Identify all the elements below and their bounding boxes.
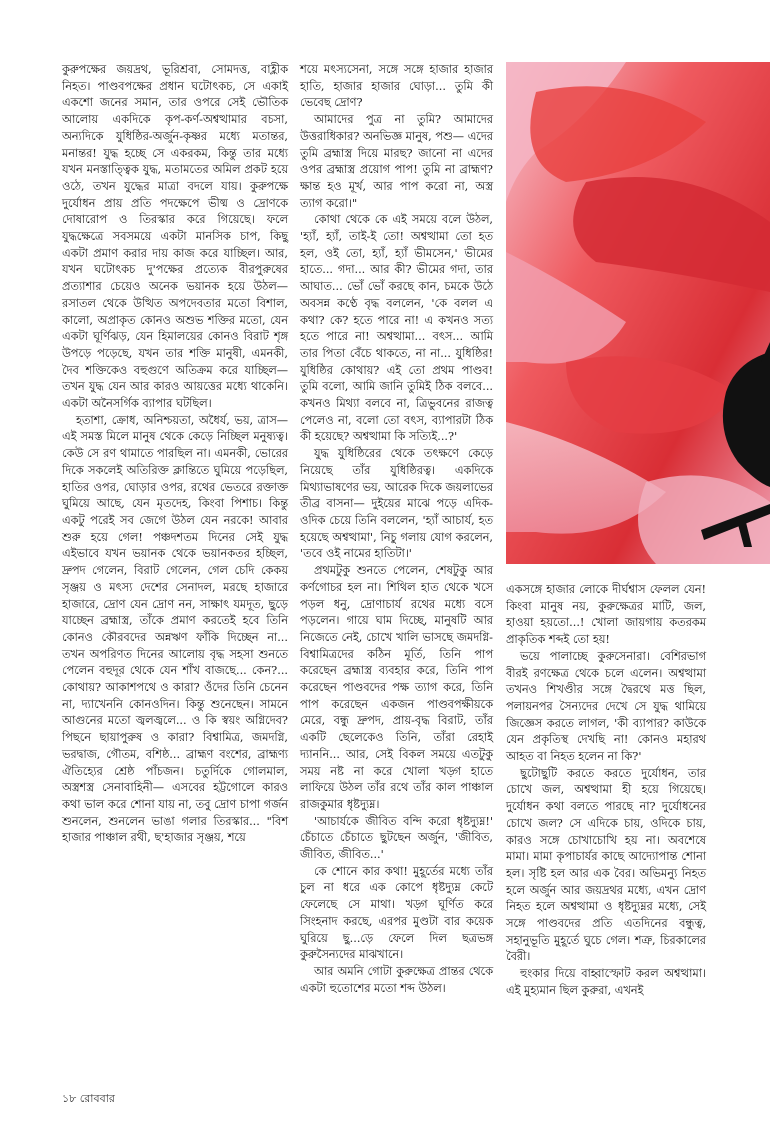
- paragraph: ছুটোছুটি করতে করতে দুর্যোধন, তার চোখে জল, অশ্বত্থামা হী হয়ে গিয়েছে। দুর্যোধন কথা বলতে পারছে না? দুর্যোধনের চোখে জল? সে এদিকে চায়, ওদিকে চায়, কারও সঙ্গে চোখাচোখি হয় না। অবশেষে মামা। মামা কৃপাচার্যর কাছে আদ্যোপান্ত শোনা হল। সৃষ্টি হল আর এক বৈর। অভিমন্যু নিহত হলে অর্জুন আর জয়দ্রথর মধ্যে, এখন দ্রোণ নিহত হলে অশ্বত্থামা ও ধৃষ্টদ্যুম্নর মধ্যে, সেই সঙ্গে পাণ্ডবদের প্রতি এতদিনের বন্ধুত্ব, সহানুভূতি মুহূর্তে ঘুচে গেল। শত্রু, চিরকালের বৈরী।: [506, 766, 706, 964]
- painting-illustration: [506, 62, 770, 564]
- paragraph: কুরুপক্ষের জয়দ্রথ, ভূরিশ্রবা, সোমদত্ত, বাহ্লীক নিহত। পাণ্ডবপক্ষের প্রধান ঘটোৎকচ, সে একাই একশো জনের সমান, তার ওপরে সেই ভৌতিক আলোয় একদিকে কৃপ-কর্ণ-অশ্বত্থামার বচসা, অন্যদিকে যুধিষ্ঠির-অর্জুন-কৃষ্ণর মধ্যে মতান্তর, মনান্তর! যুদ্ধ হচ্ছে সে একরকম, কিন্তু তার মধ্যে যখন মনস্তাত্ত্বিক যুদ্ধ, মতামতের অমিল প্রকট হয়ে ওঠে, তখন যুদ্ধের মাত্রা বদলে যায়। কুরুপক্ষে দুর্যোধন প্রায় প্রতি পদক্ষেপে ভীষ্ম ও দ্রোণকে দোষারোপ ও তিরস্কার করে গিয়েছে। ফলে যুদ্ধক্ষেত্রে সবসময়ে একটা মানসিক চাপ, কিছু একটা প্রমাণ করার দায় কাজ করে যাচ্ছিল। আর, যখন ঘটোৎকচ দু'পক্ষের প্রত্যেক বীরপুরুষের প্রত্যাশার চেয়েও অনেক ভয়ানক হয়ে উঠল— রসাতল থেকে উত্থিত অপদেবতার মতো বিশাল, কালো, অপ্রাকৃত কোনও অশুভ শক্তির মতো, যেন একটা ঘূর্ণিঝড়, যেন হিমালয়ের কোনও বিরাট শৃঙ্গ উপড়ে পড়েছে, যখন তার শক্তি মানুষী, এমনকী, দৈব শক্তিকেও বহুগুণে অতিক্রম করে যাচ্ছিল— তখন যুদ্ধ যেন আর কারও আয়ত্তের মধ্যে থাকেনি। একটা অনৈসর্গিক ব্যাপার ঘটছিল।: [62, 63, 288, 411]
- article-column-3: [506, 582, 706, 1000]
- paragraph: একসঙ্গে হাজার লোকে দীর্ঘশ্বাস ফেলল যেন! কিংবা মানুষ নয়, কুরুক্ষেত্রর মাটি, জল, হাওয়া হয়তো...! খোলা জায়গায় কতরকম প্রাকৃতিক শব্দই তো হয়!: [506, 583, 706, 647]
- page-number-label: ১৮ রোববার: [62, 1092, 115, 1105]
- painting-svg: [506, 62, 770, 564]
- paragraph: হতাশা, ক্রোধ, অনিশ্চয়তা, অধৈর্য, ভয়, ত্রাস— এই সমস্ত মিলে মানুষ থেকে কেড়ে নিচ্ছিল মনুষ্যত্ব। কেউ সে রণ থামাতে পারছিল না। এমনকী, ভোরের দিকে সকলেই অতিরিক্ত ক্লান্তিতে ঘুমিয়ে পড়েছিল, হাতির ওপর, ঘোড়ার ওপর, রথের ভেতরে রক্তাক্ত ঘুমিয়ে আছে, যেন মৃতদেহ, কিংবা পিশাচ। কিন্তু একটু পরেই সব জেগে উঠল যেন নরকে! আবার শুরু হয়ে গেল! পঞ্চদশতম দিনের সেই যুদ্ধ এইভাবে যখন ভয়ানক থেকে ভয়ানকতর হচ্ছিল, দ্রুপদ গেলেন, বিরাট গেলেন, গেল চেদি কেকয় সৃঞ্জয় ও মৎস্য দেশের সেনাদল, মরছে হাজারে হাজারে, দ্রোণ যেন দ্রোণ নন, সাক্ষাৎ যমদূত, ছুড়ে যাচ্ছেন ব্রহ্মাস্ত্র, তাঁকে প্রমাণ করতেই হবে তিনি কোনও কৌরবদের অন্নঋণ ফাঁকি দিচ্ছেন না... তখন অপরিণত দিনের আলোয় বৃদ্ধ সহসা শুনতে পেলেন বহুদূর থেকে যেন শাঁখ বাজছে... কেন?... কোথায়? আকাশপথে ও কারা? ওঁদের তিনি চেনেন না, দ্যাখেননি কোনওদিন। কিন্তু শুনেছেন। সামনে আগুনের মতো জ্বলজ্বলে... ও কি স্বয়ং অগ্নিদেব? পিছনে ছায়াপুরুষ ও কারা? বিশ্বামিত্র, জমদগ্নি, ভরদ্বাজ, গৌতম, বশিষ্ঠ... ব্রাহ্মণ বংশের, ব্রাহ্মণ্য ঐতিহ্যের শ্রেষ্ঠ পাঁচজন। চতুর্দিকে গোলমাল, অস্ত্রশস্ত্র সেনাবাহিনী— এসবের হট্টগোলে কারও কথা ভাল করে শোনা যায় না, তবু দ্রোণ চাপা গর্জন শুনলেন, শুনলেন ভাঙা গলার তিরস্কার... "বিশ হাজার পাঞ্চাল রথী, ছ'হাজার সৃঞ্জয়, শয়ে: [62, 413, 288, 845]
- page-footer: [62, 1090, 115, 1109]
- paragraph: হুংকার দিয়ে বাহ্বাস্ফোট করল অশ্বত্থামা। এই মুহ্যমান ছিল কুরুরা, এখনই: [506, 967, 706, 997]
- article-column-2: [300, 62, 493, 997]
- article-column-1: [62, 62, 288, 847]
- paragraph: কে শোনে কার কথা! মুহূর্তের মধ্যে তাঁর চুল না ধরে এক কোপে ধৃষ্টদ্যুম্ন কেটে ফেলেছে সে মাথা। খড়্গ ঘূর্ণিত করে সিংহনাদ করছে, এরপর মুণ্ডটা বার কয়েক ঘুরিয়ে ছু...ড়ে ফেলে দিল ছত্রভঙ্গ কুরুসৈন্যদের মাঝখানে।: [300, 864, 493, 962]
- paragraph: যুদ্ধ যুধিষ্ঠিরের থেকে তৎক্ষণে কেড়ে নিয়েছে তাঁর যুধিষ্ঠিরত্ব। একদিকে মিথ্যাভাষণের ভয়, আরেক দিকে জয়লাভের তীব্র বাসনা— দুইয়ের মাঝে পড়ে এদিক-ওদিক চেয়ে তিনি বললেন, 'হ্যাঁ আচার্য, হত হয়েছে অশ্বত্থামা', নিচু গলায় যোগ করলেন, 'তবে ওই নামের হাতিটা।': [300, 447, 493, 561]
- paragraph: 'আচার্যকে জীবিত বন্দি করো ধৃষ্টদ্যুম্ন!' চেঁচাতে চেঁচাতে ছুটছেন অর্জুন, 'জীবিত, জীবিত, জীবিত...': [300, 814, 493, 862]
- paragraph: আমাদের পুত্র না তুমি? আমাদের উত্তরাধিকার? অনভিজ্ঞ মানুষ, পশু— এদের তুমি ব্রহ্মাস্ত্র দিয়ে মারছ? জানো না এদের ওপর ব্রহ্মাস্ত্র প্রয়োগ পাপ! তুমি না ব্রাহ্মণ? ক্ষান্ত হও মূর্খ, আর পাপ করো না, অস্ত্র ত্যাগ করো।": [300, 113, 493, 210]
- paragraph: ভয়ে পালাচ্ছে কুরুসেনারা। বেশিরভাগ বীরই রণক্ষেত্র থেকে চলে এলেন। অশ্বত্থামা তখনও শিখণ্ডীর সঙ্গে দ্বৈরথে মত্ত ছিল, পলায়নপর সৈন্যদের দেখে সে যুদ্ধ থামিয়ে জিজ্ঞেস করতে লাগল, 'কী ব্যাপার? কাউকে যেন প্রকৃতিস্থ দেখছি না! কোনও মহারথ আহত বা নিহত হলেন না কি?': [506, 649, 706, 764]
- paragraph: শয়ে মৎস্যসেনা, সঙ্গে সঙ্গে হাজার হাজার হাতি, হাজার হাজার ঘোড়া... তুমি কী ভেবেছ দ্রোণ?: [300, 63, 493, 110]
- paragraph: প্রথমটুকু শুনতে পেলেন, শেষটুকু আর কর্ণগোচর হল না। শিথিল হাত থেকে খসে পড়ল ধনু, দ্রোণাচার্য রথের মধ্যে বসে পড়লেন। গায়ে ঘাম দিচ্ছে, মানুষটি আর নিজেতে নেই, চোখে খালি ভাসছে জমদগ্নি-বিশ্বামিত্রদের কঠিন মূর্তি, তিনি পাপ করেছেন ব্রহ্মাস্ত্র ব্যবহার করে, তিনি পাপ করেছেন পাণ্ডবদের পক্ষ ত্যাগ করে, তিনি পাপ করেছেন একজন পাণ্ডবপক্ষীয়কে মেরে, বন্ধু দ্রুপদ, প্রায়-বৃদ্ধ বিরাট, তাঁর একটি ছেলেকেও তিনি, তাঁরা রেহাই দ্যাননি... আর, সেই বিকল সময়ে এতটুকু সময় নষ্ট না করে খোলা খড়্গ হাতে লাফিয়ে উঠল তাঁর রথে তাঁর কাল পাঞ্চাল রাজকুমার ধৃষ্টদ্যুম্ন।: [300, 564, 493, 811]
- paragraph: কোথা থেকে কে এই সময়ে বলে উঠল, 'হ্যাঁ, হ্যাঁ, তাই-ই তো! অশ্বত্থামা তো হত হল, ওই তো, হ্যাঁ, হ্যাঁ ভীমসেন,' ভীমের হাতে... গদা... আর কী? ভীমের গদা, তার আঘাত... ভোঁ ভোঁ করছে কান, চমকে উঠে অবসন্ন কণ্ঠে বৃদ্ধ বললেন, 'কে বলল এ কথা? কে? হতে পারে না! এ কখনও সত্য হতে পারে না! অশ্বত্থামা... বৎস... আমি তার পিতা বেঁচে থাকতে, না না... যুধিষ্ঠির! যুধিষ্ঠির কোথায়? এই তো প্রথম পাণ্ডব! তুমি বলো, আমি জানি তুমিই ঠিক বলবে... কখনও মিথ্যা বলবে না, ত্রিভুবনের রাজত্ব পেলেও না, বলো তো বৎস, ব্যাপারটা ঠিক কী হয়েছে? অশ্বত্থামা কি সত্যিই...?': [300, 213, 493, 444]
- paragraph: আর অমনি গোটা কুরুক্ষেত্র প্রান্তর থেকে একটা হুতোশের মতো শব্দ উঠল।: [300, 964, 493, 995]
